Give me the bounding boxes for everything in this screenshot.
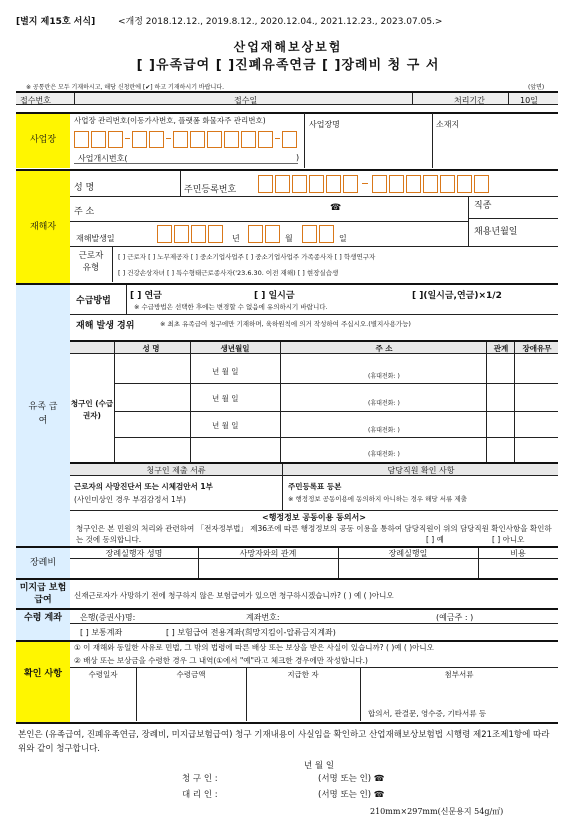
row1-mobile[interactable]: (휴대전화: ) bbox=[368, 373, 400, 380]
survivor-section-bg bbox=[16, 285, 70, 546]
consent-text: 청구인은 본 민원의 처리와 관련하여 「전자정부법」 제36조에 따른 행정정보의 공동 이용을 통하여 담당직원이 위의 담당직원 확인사항을 확인하는 것에 동의합니다. bbox=[76, 524, 552, 544]
col-relation: 관계 bbox=[493, 344, 509, 353]
processing-period-label: 처리기간 bbox=[454, 96, 485, 105]
col-address: 주 소 bbox=[375, 344, 393, 353]
funeral-cost-label: 비용 bbox=[510, 549, 526, 558]
row2-mobile[interactable]: (휴대전화: ) bbox=[368, 400, 400, 407]
confirm-question-1[interactable]: ① 이 재해와 동일한 사유로 민법, 그 밖의 법령에 따른 배상 또는 보상을 받은 사실이 있습니까? ( )예 ( )아니오 bbox=[74, 643, 434, 652]
hire-date-label: 채용년월일 bbox=[474, 227, 518, 237]
business-start-close: ) bbox=[296, 153, 300, 162]
worker-type-options-1[interactable]: [ ] 근로자 [ ] 노무제공자 [ ] 중소기업사업주 [ ] 중소기업사업주 가족종사자 [ ] 학생연구자 bbox=[118, 253, 376, 261]
injured-section-label: 재해자 bbox=[16, 171, 70, 283]
option-lump-sum[interactable]: [ ] 일시금 bbox=[254, 291, 295, 301]
col-attachments: 첨부서류 bbox=[444, 670, 474, 679]
doc-resident-register-sub: ※ 행정정보 공동이용에 동의하지 아니하는 경우 해당 서류 제출 bbox=[288, 495, 467, 503]
confirm-question-2: ② 배상 또는 보상금을 수령한 경우 그 내역(①에서 "예"라고 체크한 경우에만 작성합니다.) bbox=[74, 656, 368, 665]
confirm-table-header bbox=[70, 668, 558, 680]
phone-icon: ☎ bbox=[330, 203, 342, 213]
day-unit: 일 bbox=[339, 234, 347, 243]
col-receipt-date: 수령일자 bbox=[88, 670, 118, 679]
consent-title: <행정정보 공동이용 동의서> bbox=[262, 513, 366, 522]
claimant-sign[interactable]: (서명 또는 인) ☎ bbox=[318, 774, 385, 784]
account-section-label: 수령 계좌 bbox=[16, 610, 70, 640]
fill-instruction: ※ 공통란은 모두 기재하시고, 해당 신청란에 [✔] 하고 기재하시기 바랍니다. bbox=[26, 84, 225, 91]
injured-job-label: 직종 bbox=[474, 201, 492, 211]
processing-period-value: 10일 bbox=[520, 96, 538, 105]
docs-header bbox=[70, 464, 558, 476]
injured-address-label: 주 소 bbox=[74, 207, 95, 217]
worker-type-label: 근로자 유형 bbox=[78, 251, 104, 273]
accident-cause-label: 재해 발생 경위 bbox=[76, 321, 135, 331]
attachments-list: 합의서, 판결문, 영수증, 기타서류 등 bbox=[368, 709, 487, 718]
col-name: 성 명 bbox=[142, 344, 160, 353]
receipt-row bbox=[16, 91, 558, 105]
account-type-dedicated[interactable]: [ ] 보험급여 전용계좌(희망지킴이-압류금지계좌) bbox=[166, 628, 336, 637]
unpaid-section-label: 미지급 보험급여 bbox=[16, 580, 70, 608]
confirm-section-label: 확인 사항 bbox=[16, 642, 70, 722]
injured-name-label: 성 명 bbox=[74, 183, 95, 193]
account-type-normal[interactable]: [ ] 보통계좌 bbox=[80, 628, 123, 637]
receipt-no-label: 접수번호 bbox=[20, 96, 51, 105]
survivor-table-header bbox=[70, 342, 558, 354]
col-receipt-amount: 수령금액 bbox=[176, 670, 206, 679]
workplace-name-label: 사업장명 bbox=[309, 120, 340, 129]
claimant-label: 청구인 (수급권자) bbox=[70, 399, 114, 420]
agent-sign[interactable]: (서명 또는 인) ☎ bbox=[318, 790, 385, 800]
docs-staff-label: 담당직원 확인 사항 bbox=[387, 466, 455, 475]
year-unit: 년 bbox=[232, 234, 240, 243]
option-mixed[interactable]: [ ](일시금,연금)×1/2 bbox=[412, 291, 502, 301]
payment-method-note: ※ 수급방법은 선택한 후에는 변경할 수 없음에 유의하시기 바랍니다. bbox=[134, 303, 328, 311]
account-holder-label[interactable]: (예금주 : ) bbox=[436, 613, 474, 622]
workplace-address-label: 소재지 bbox=[436, 120, 460, 129]
accident-cause-note: ※ 최초 유족급여 청구에만 기재하며, 육하원칙에 의거 작성하여 주십시오.(별지사용가능) bbox=[160, 320, 411, 328]
business-start-label: 사업개시번호( bbox=[78, 154, 128, 163]
doc-death-certificate-sub: (사인미상인 경우 부검감정서 1부) bbox=[74, 495, 186, 504]
workplace-mgmt-no-label: 사업장 관리번호(이동가사번호, 플랫폼 화물자주 관리번호) bbox=[74, 116, 266, 125]
accident-cause-input[interactable] bbox=[74, 330, 554, 340]
form-title: [ ]유족급여 [ ]진폐유족연금 [ ]장례비 청 구 서 bbox=[136, 58, 440, 73]
row3-birth[interactable]: 년 월 일 bbox=[212, 421, 239, 430]
revision-history: <개정 2018.12.12., 2019.8.12., 2020.12.04., 2021.12.23., 2023.07.05.> bbox=[118, 17, 443, 27]
row2-birth[interactable]: 년 월 일 bbox=[212, 394, 239, 403]
payment-method-label: 수급방법 bbox=[76, 296, 111, 306]
row3-mobile[interactable]: (휴대전화: ) bbox=[368, 427, 400, 434]
funeral-relation-label: 사망자와의 관계 bbox=[239, 549, 297, 558]
agent-sign-label: 대 리 인 : bbox=[182, 790, 218, 800]
funeral-header bbox=[70, 548, 558, 559]
doc-death-certificate: 근로자의 사망진단서 또는 시체검안서 1부 bbox=[74, 482, 213, 491]
funeral-section-label: 장례비 bbox=[16, 548, 70, 578]
receipt-date-label: 접수일 bbox=[234, 96, 258, 105]
claimant-sign-label: 청 구 인 : bbox=[182, 774, 218, 784]
col-birth: 생년월일 bbox=[220, 344, 250, 353]
consent-no[interactable]: [ ] 아니오 bbox=[492, 535, 525, 544]
doc-resident-register: 주민등록표 등본 bbox=[288, 482, 342, 491]
front-side-label: (앞면) bbox=[528, 84, 545, 91]
row1-birth[interactable]: 년 월 일 bbox=[212, 367, 239, 376]
funeral-date-label: 장례실행일 bbox=[388, 549, 428, 558]
docs-claimant-label: 청구인 제출 서류 bbox=[146, 466, 206, 475]
col-disability: 장애유무 bbox=[522, 344, 552, 353]
account-no-label[interactable]: 계좌번호: bbox=[246, 613, 280, 622]
workplace-section-label: 사업장 bbox=[16, 113, 70, 168]
worker-type-options-2[interactable]: [ ] 건강손상자녀 [ ] 특수형태근로종사자('23.6.30. 이전 재해) [ ] 현장실습생 bbox=[118, 269, 339, 277]
month-unit: 월 bbox=[285, 234, 293, 243]
survivor-section-label: 유족 급여 bbox=[28, 402, 58, 426]
declaration-statement: 본인은 (유족급여, 진폐유족연금, 장례비, 미지급보험급여) 청구 기재내용이 사실임을 확인하고 산업재해보상보험법 시행령 제21조제1항에 따라 위와 같이 청구합니다. bbox=[18, 730, 550, 754]
row4-mobile[interactable]: (휴대전화: ) bbox=[368, 451, 400, 458]
funeral-host-label: 장례실행자 성명 bbox=[105, 549, 163, 558]
accident-date-label: 재해발생일 bbox=[76, 234, 115, 243]
consent-yes[interactable]: [ ] 예 bbox=[426, 535, 444, 544]
col-payer: 지급한 자 bbox=[287, 670, 319, 679]
paper-size-note: 210mm×297mm(신문용지 54g/㎡) bbox=[370, 807, 504, 816]
injured-rrn-label: 주민등록번호 bbox=[184, 185, 237, 195]
option-pension[interactable]: [ ] 연금 bbox=[130, 291, 162, 301]
declaration-date[interactable]: 년 월 일 bbox=[304, 761, 335, 771]
agency-title: 산업재해보상보험 bbox=[233, 40, 343, 54]
unpaid-question[interactable]: 신재근로자가 사망하기 전에 청구하지 않은 보험급여가 있으면 청구하시겠습니까? ( ) 예 ( )아니오 bbox=[74, 591, 394, 600]
bank-name-label[interactable]: 은행(증권사)명: bbox=[80, 613, 136, 622]
form-number: [별지 제15호 서식] bbox=[16, 17, 96, 27]
